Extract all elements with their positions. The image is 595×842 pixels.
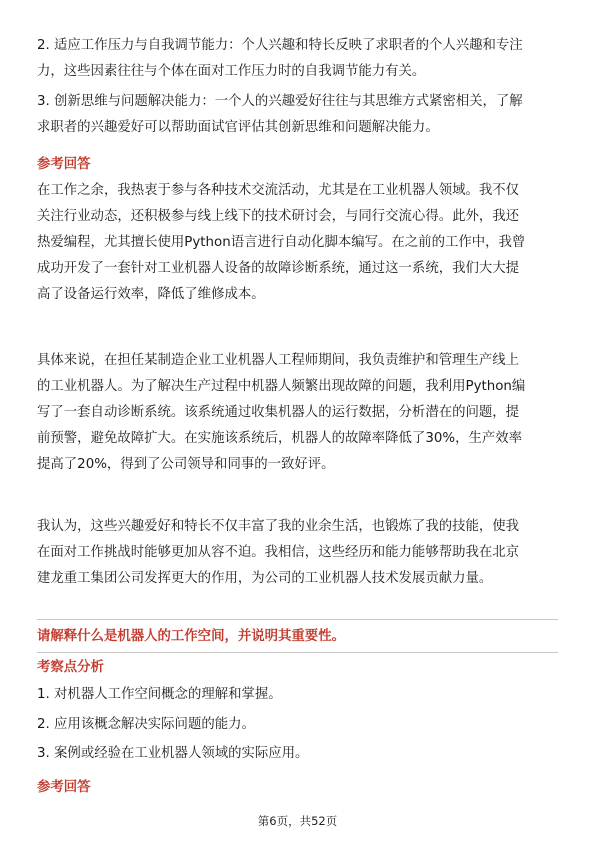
- answer-paragraph-3: 我认为，这些兴趣爱好和特长不仅丰富了我的业余生活，也锻炼了我的技能，使我 在面对工作挑战时能够更加从容不迫。我相信，这些经历和能力能够帮助我在北京 建龙重工集团公司发挥更大的作用，为公司的工业机器人技术发展贡献力量。: [37, 519, 520, 586]
- divider-top: [37, 619, 558, 620]
- analysis-item-3: 3. 案例或经验在工业机器人领域的实际应用。: [37, 746, 309, 761]
- section-heading-reference-answer-2: 参考回答: [37, 780, 91, 795]
- section-heading-analysis: 考察点分析: [37, 660, 104, 675]
- section-heading-reference-answer: 参考回答: [37, 157, 91, 172]
- divider-bottom: [37, 652, 558, 653]
- answer-paragraph-2: 具体来说，在担任某制造企业工业机器人工程师期间，我负责维护和管理生产线上 的工业机器人。为了解决生产过程中机器人频繁出现故障的问题，我利用Python编 写了一套自动诊断系统。该系统通过收集机器人的运行数据，分析潜在的问题，提 前预警，避免故障扩大。在实施该系统后，机器人的故障率降低了30%，生产效率 提高了20%，得到了公司领导和同事的一致好评。: [37, 353, 526, 472]
- list-item-adaptability: 2. 适应工作压力与自我调节能力：个人兴趣和特长反映了求职者的个人兴趣和专注 力，这些因素往往与个体在面对工作压力时的自我调节能力有关。: [37, 38, 523, 79]
- analysis-item-2: 2. 应用该概念解决实际问题的能力。: [37, 717, 255, 732]
- page-number: 第6页，共52页: [257, 814, 338, 828]
- answer-paragraph-1: 在工作之余，我热衷于参与各种技术交流活动，尤其是在工业机器人领域。我不仅 关注行业动态，还积极参与线上线下的技术研讨会，与同行交流心得。此外，我还 热爱编程，尤其擅长使用Python语言进行自动化脚本编写。在之前的工作中，我曾 成功开发了一套针对工业机器人设备的故障诊断系统，通过这一系统，我们大大提 高了设备运行效率，降低了维修成本。: [37, 183, 526, 302]
- list-item-innovation: 3. 创新思维与问题解决能力：一个人的兴趣爱好往往与其思维方式紧密相关，了解 求职者的兴趣爱好可以帮助面试官评估其创新思维和问题解决能力。: [37, 94, 523, 135]
- analysis-item-1: 1. 对机器人工作空间概念的理解和掌握。: [37, 687, 282, 702]
- question-heading: 请解释什么是机器人的工作空间，并说明其重要性。: [37, 629, 345, 644]
